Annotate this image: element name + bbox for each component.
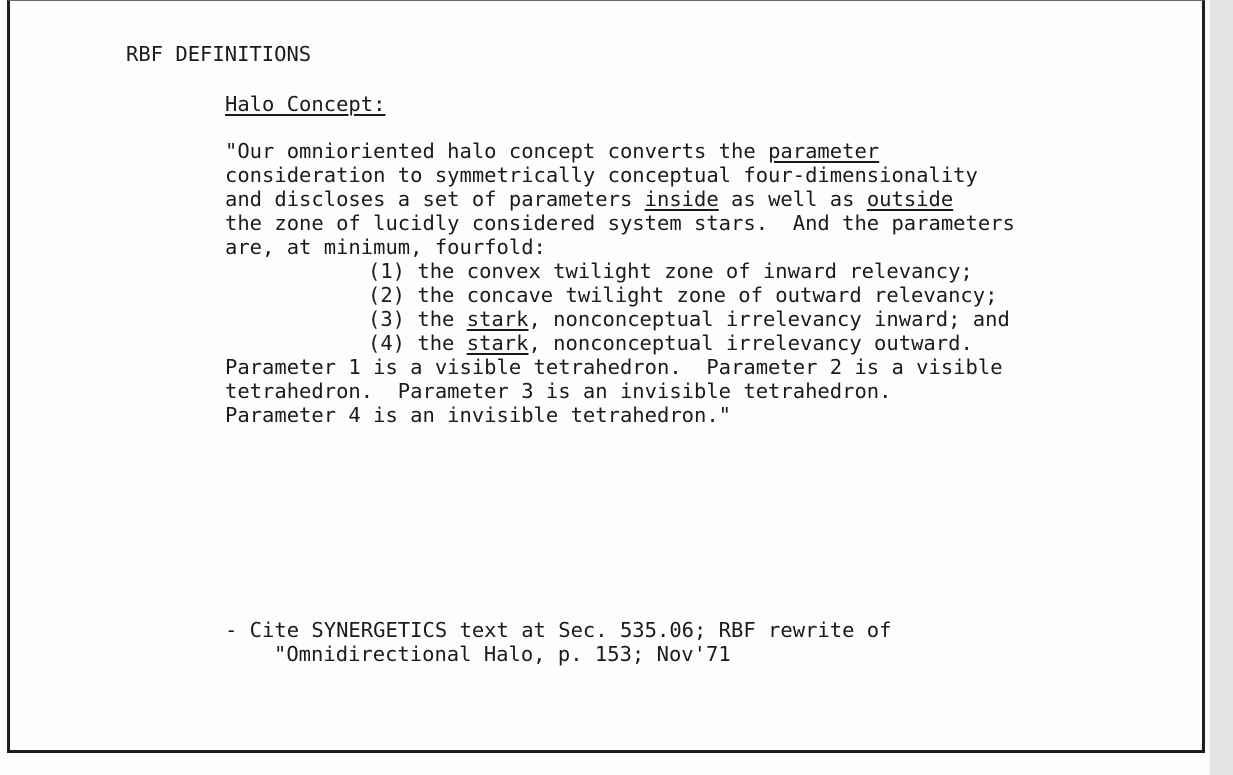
underlined-word: inside xyxy=(644,187,719,211)
list-item: (1) the convex twilight zone of inward relevancy; xyxy=(368,259,973,283)
list-text: (3) the xyxy=(368,307,467,331)
list-item xyxy=(368,307,1010,331)
list-item: (2) the concave twilight zone of outward relevancy; xyxy=(368,283,998,307)
heading: RBF DEFINITIONS xyxy=(126,42,312,66)
page-edge-shadow xyxy=(1210,0,1233,775)
citation-line: - Cite SYNERGETICS text at Sec. 535.06; RBF rewrite of xyxy=(225,618,892,642)
quote-line: Parameter 4 is an invisible tetrahedron." xyxy=(225,403,732,427)
underlined-word: stark xyxy=(466,307,529,331)
quote-line xyxy=(225,187,953,211)
quote-line: consideration to symmetrically conceptual four-dimensionality xyxy=(225,163,978,187)
underlined-word: stark xyxy=(466,331,529,355)
quote-line: are, at minimum, fourfold: xyxy=(225,235,546,259)
quote-line: tetrahedron. Parameter 3 is an invisible tetrahedron. xyxy=(225,379,892,403)
quote-text: "Our omnioriented halo concept converts the xyxy=(225,139,769,163)
quote-text: and discloses a set of parameters xyxy=(225,187,645,211)
list-item xyxy=(368,331,973,355)
list-text: (4) the xyxy=(368,331,467,355)
list-text: , nonconceptual irrelevancy outward. xyxy=(528,331,973,355)
quote-text: as well as xyxy=(718,187,867,211)
quote-line: the zone of lucidly considered system stars. And the parameters xyxy=(225,211,1015,235)
quote-line xyxy=(225,139,879,163)
underlined-word: outside xyxy=(866,187,954,211)
underlined-word: parameter xyxy=(768,139,880,163)
list-text: , nonconceptual irrelevancy inward; and xyxy=(528,307,1010,331)
subheading: Halo Concept: xyxy=(225,92,386,116)
citation-line: "Omnidirectional Halo, p. 153; Nov'71 xyxy=(274,642,731,666)
quote-line: Parameter 1 is a visible tetrahedron. Parameter 2 is a visible xyxy=(225,355,1003,379)
